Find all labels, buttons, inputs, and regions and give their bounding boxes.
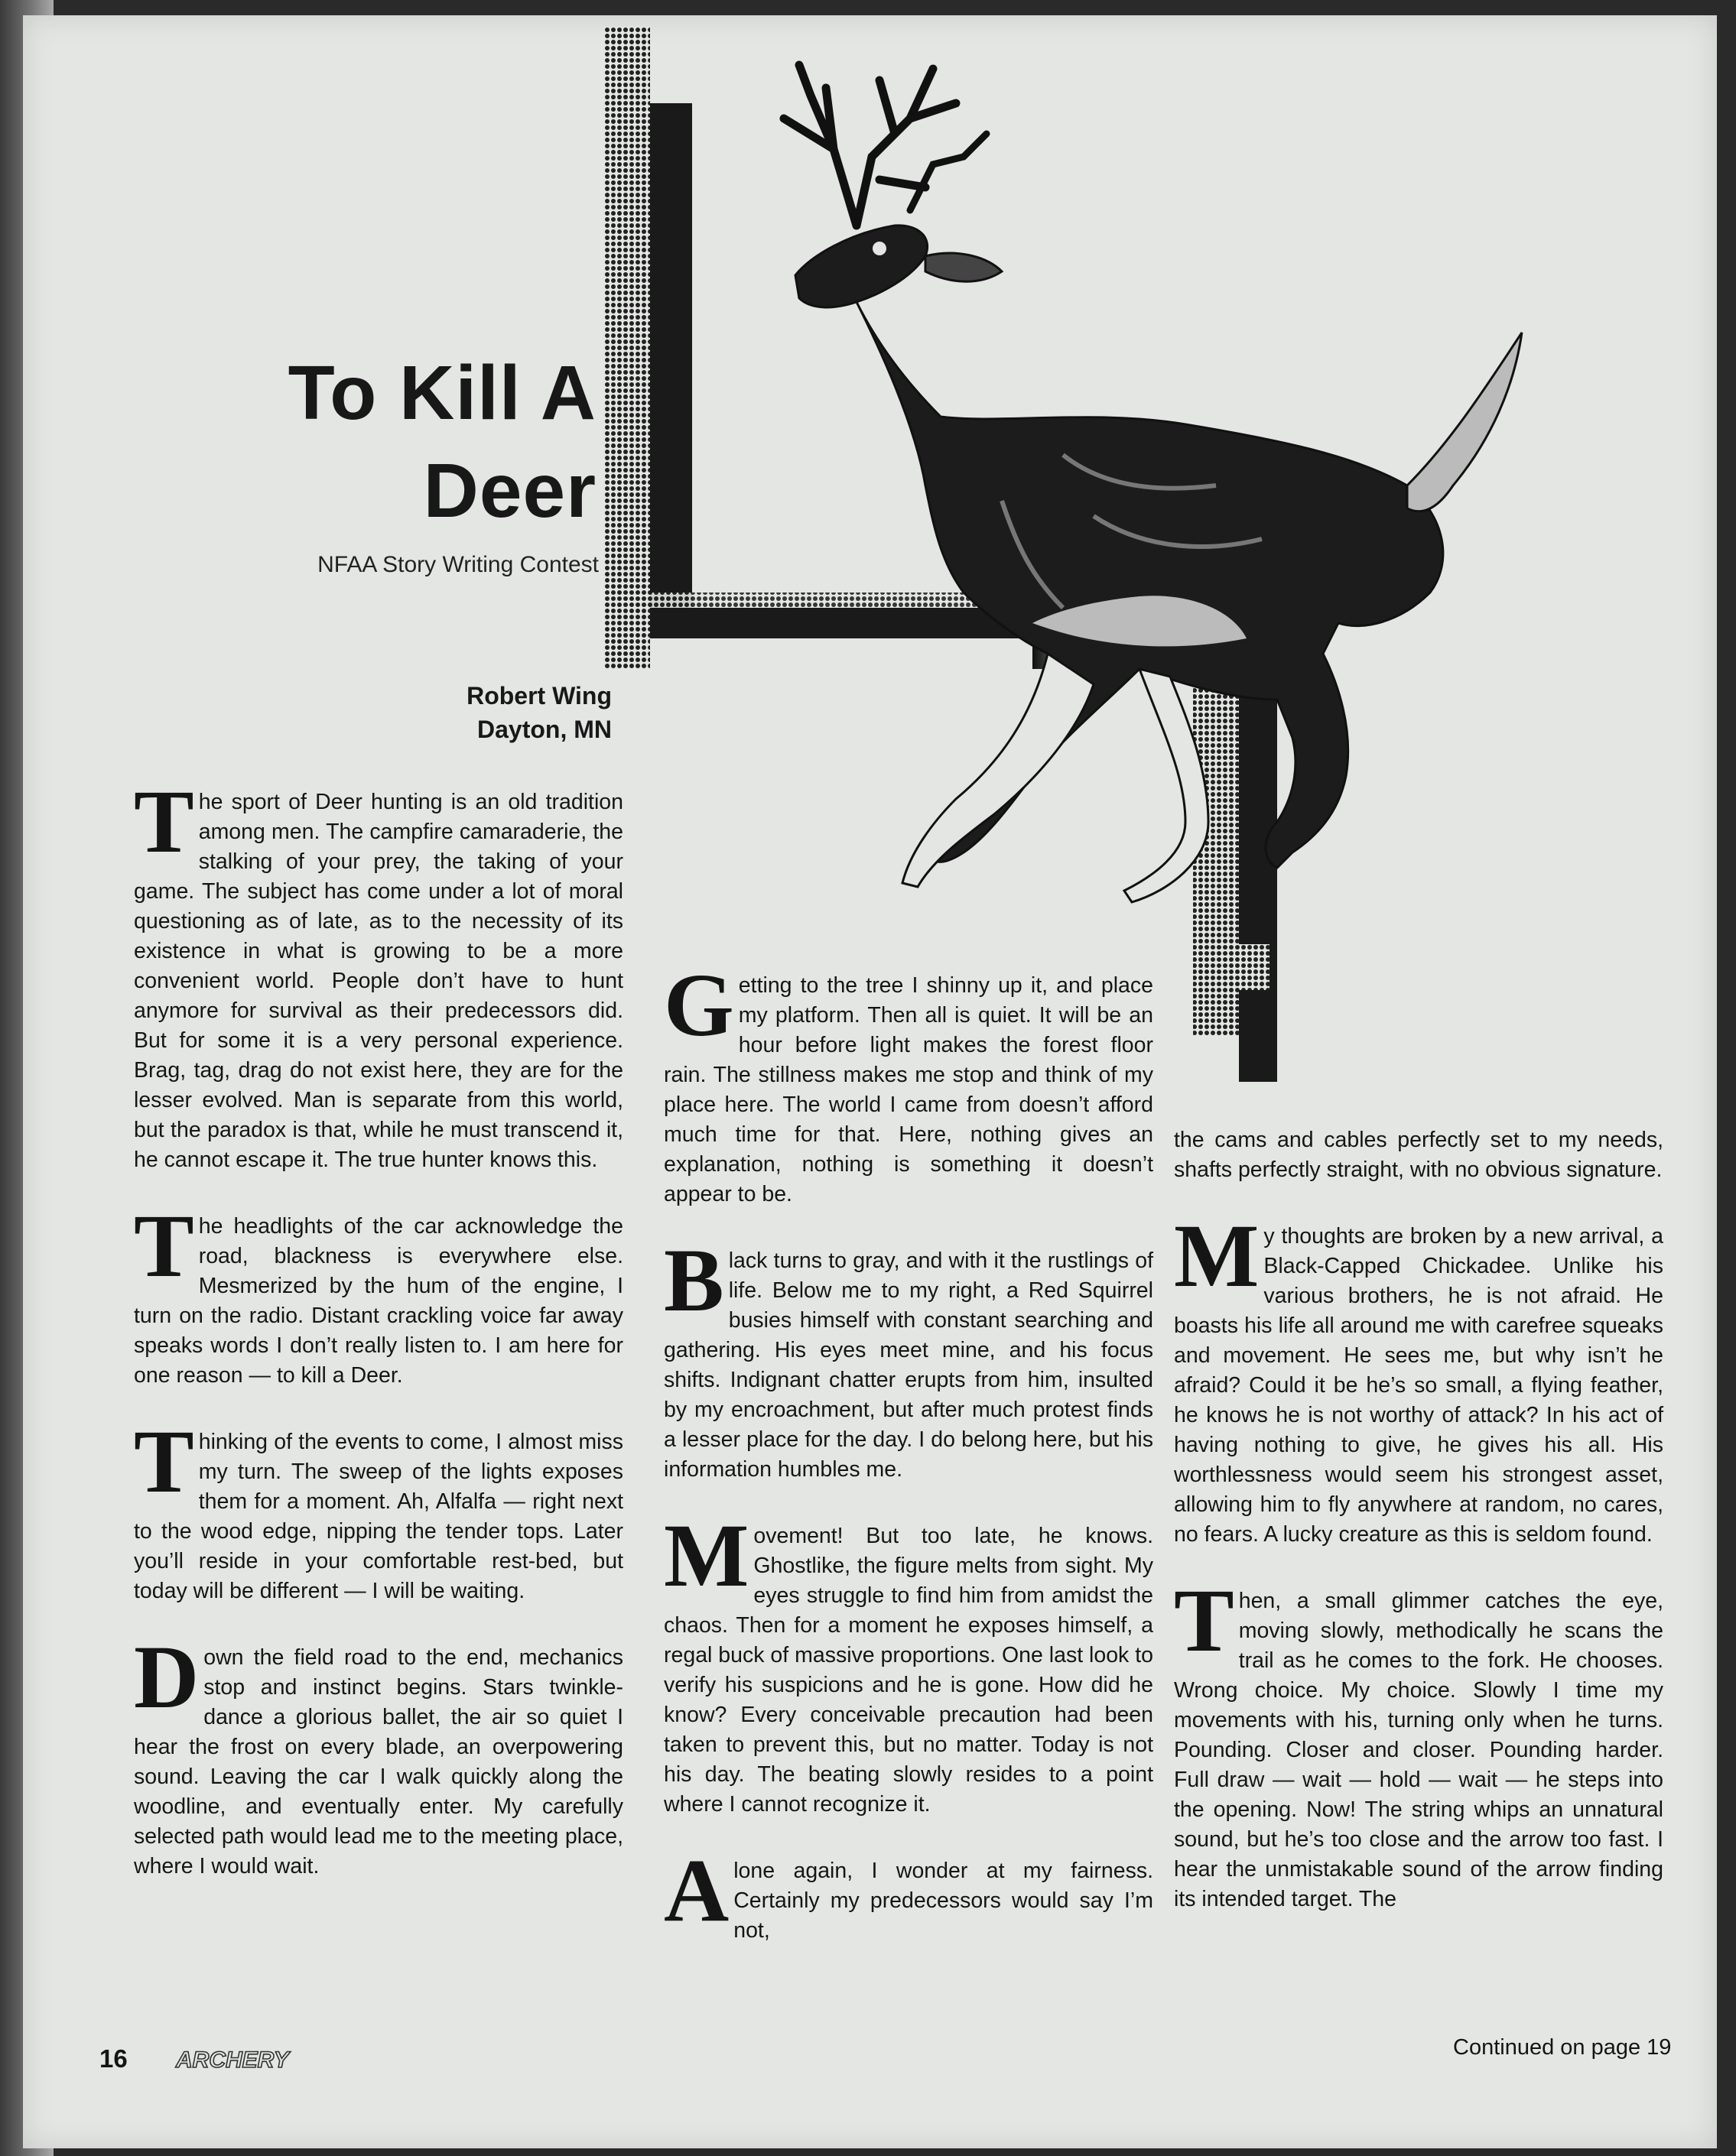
paragraph-text: lone again, I wonder at my fairness. Certainly my predecessors would say I’m not, bbox=[733, 1859, 1153, 1943]
drop-cap: T bbox=[134, 1196, 194, 1296]
paragraph-text: y thoughts are broken by a new arrival, a Black-Capped Chickadee. Unlike his various brothers, he is not afraid. He boasts his life all around me with carefree squeaks and movement. He sees me, but why isn’t he afraid? Could it be he’s so small, a flying feather, he knows he is not worthy of attack? In his act of having nothing to give, he gives his all. His worthlessness would seem his strongest asset, allowing him to fly anywhere at random, no cares, no fears. A lucky creature as this is seldom found. bbox=[1174, 1224, 1663, 1547]
byline bbox=[467, 679, 612, 746]
paragraph-text: hen, a small glimmer catches the eye, moving slowly, methodically he scans the trail as he comes to the fork. He chooses. Wrong choice. My choice. Slowly I time my movements with his, turning only when he turns. Pounding. Closer and closer. Pounding harder. Full draw — wait — hold — wait — he steps into the opening. Now! The string whips an unnatural sound, but he’s too close and the arrow too fast. I hear the unmistakable sound of the arrow finding its intended target. The bbox=[1174, 1589, 1663, 1911]
magazine-page bbox=[23, 15, 1717, 2148]
paragraph bbox=[1174, 1570, 1663, 1914]
drop-cap: M bbox=[1174, 1206, 1260, 1306]
paragraph-text: he headlights of the car acknowledge the road, blackness is everywhere else. Mesmerized by the hum of the engine, I turn on the radio. Distant crackling voice far away speaks words I don’t really listen to. I am here for one reason — to kill a Deer. bbox=[134, 1214, 623, 1388]
paragraph bbox=[1174, 1206, 1663, 1550]
drop-cap: B bbox=[664, 1230, 724, 1330]
column-2 bbox=[664, 955, 1153, 1982]
paragraph bbox=[664, 955, 1153, 1210]
drop-cap: G bbox=[664, 955, 734, 1055]
column-3 bbox=[1174, 1125, 1663, 1951]
paragraph-text: he sport of Deer hunting is an old tradition among men. The campfire camaraderie, the stalking of your prey, the taking of your game. The subject has come under a lot of moral questioning as of late, as to the necessity of its existence in what is growing to be a more convenient world. People don’t have to hunt anymore for survival as their predecessors did. But for some it is a very personal experience. Brag, tag, drag do not exist here, they are for the lesser evolved. Man is separate from this world, but the paradox is that, while he must transcend it, he cannot escape it. The true hunter knows this. bbox=[134, 790, 623, 1172]
author-location: Dayton, MN bbox=[477, 716, 612, 743]
column-1 bbox=[134, 771, 623, 1918]
drop-cap: A bbox=[664, 1840, 730, 1940]
article-subtitle: NFAA Story Writing Contest bbox=[317, 552, 599, 577]
title-line-2: Deer bbox=[423, 448, 597, 534]
drop-cap: M bbox=[664, 1505, 749, 1606]
paragraph-text: hinking of the events to come, I almost miss my turn. The sweep of the lights exposes them for a moment. Ah, Alfalfa — right next to the wood edge, nipping the tender tops. Later you’ll reside in your comfortable rest-bed, but today will be different — I will be waiting. bbox=[134, 1430, 623, 1603]
author-name: Robert Wing bbox=[467, 682, 612, 709]
paragraph-text: the cams and cables perfectly set to my needs, shafts perfectly straight, with no obvious signature. bbox=[1174, 1128, 1663, 1182]
continued-note: Continued on page 19 bbox=[1453, 2035, 1672, 2060]
paragraph bbox=[134, 1411, 623, 1606]
paragraph bbox=[134, 1196, 623, 1391]
deer bbox=[784, 65, 1522, 902]
paragraph bbox=[134, 1627, 623, 1882]
page-number: 16 bbox=[99, 2044, 128, 2073]
paragraph bbox=[664, 1840, 1153, 1946]
paragraph bbox=[134, 771, 623, 1175]
paragraph-text: own the field road to the end, mechanics stop and instinct begins. Stars twinkle-dance a glorious ballet, the air so quiet I hear the frost on every blade, an overpowering sound. Leaving the car I walk quickly along the woodline, and eventually enter. My carefully selected path would lead me to the meeting place, where I would wait. bbox=[134, 1645, 623, 1878]
drop-cap: T bbox=[134, 1411, 194, 1511]
paragraph-text: etting to the tree I shinny up it, and place my platform. Then all is quiet. It will be an hour before light makes the forest floor rain. The stillness makes me stop and think of my place here. The world I came from doesn’t afford much time for that. Here, nothing gives an explanation, nothing is something it doesn’t appear to be. bbox=[664, 973, 1153, 1206]
archery-logo bbox=[174, 2043, 297, 2073]
paragraph-text: ovement! But too late, he knows. Ghostlike, the figure melts from sight. My eyes struggle to find him from amidst the chaos. Then for a moment he exposes himself, a regal buck of massive proportions. One last look to verify his suspicions and he is gone. How did he know? Every conceivable precaution had been taken to prevent this, but no matter. Today is not his day. The beating slowly resides to a point where I cannot recognize it. bbox=[664, 1524, 1153, 1817]
svg-text:ARCHERY: ARCHERY bbox=[176, 2047, 289, 2073]
paragraph bbox=[1174, 1125, 1663, 1185]
paragraph bbox=[664, 1505, 1153, 1820]
deer-illustration bbox=[604, 27, 1675, 1097]
paragraph-text: lack turns to gray, and with it the rustlings of life. Below me to my right, a Red Squirrel busies himself with constant searching and gathering. His eyes meet mine, and his focus shifts. Indignant chatter erupts from him, insulted by my encroachment, but after much protest finds a lesser place for the day. I do belong here, but his information humbles me. bbox=[664, 1248, 1153, 1482]
article-title bbox=[288, 344, 597, 540]
title-line-1: To Kill A bbox=[288, 350, 597, 436]
drop-cap: T bbox=[134, 771, 194, 872]
drop-cap: D bbox=[134, 1627, 200, 1727]
drop-cap: T bbox=[1174, 1570, 1234, 1671]
paragraph bbox=[664, 1230, 1153, 1485]
